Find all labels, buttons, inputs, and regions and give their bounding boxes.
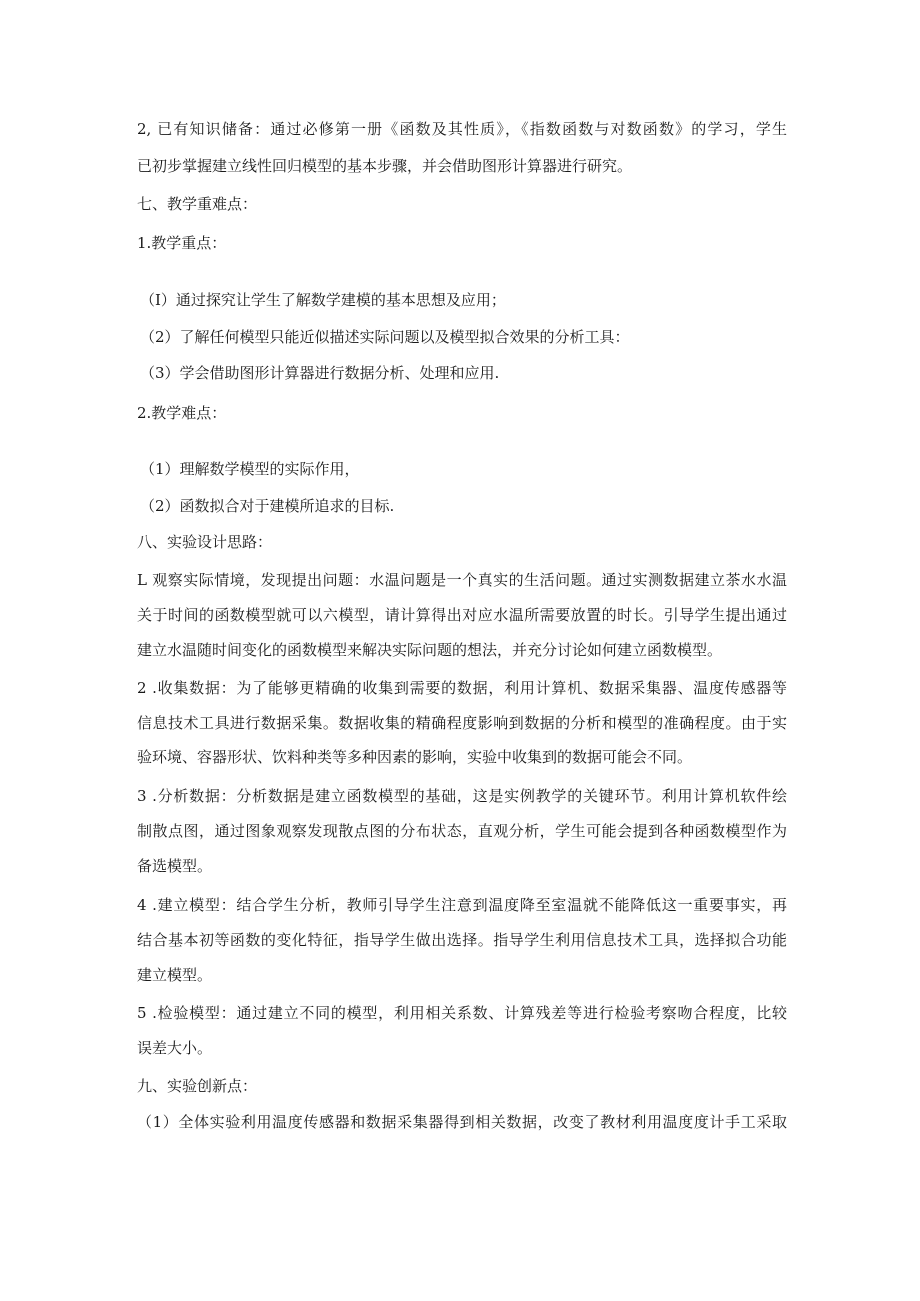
paragraph-step1-line-3: 建立水温随时间变化的函数模型来解决实际问题的想法，并充分讨论如何建立函数模型。 (137, 641, 723, 659)
section-heading-innovation: 九、实验创新点： (137, 1077, 258, 1095)
subheading-teaching-focus: 1.教学重点： (137, 234, 227, 252)
list-item-difficulty-1: （1）理解数学模型的实际作用， (140, 460, 360, 478)
section-heading-key-points: 七、教学重难点： (137, 195, 258, 213)
paragraph-step3-line-1: 3 .分析数据：分析数据是建立函数模型的基础，这是实例教学的关键环节。利用计算机软件绘 (137, 787, 787, 805)
paragraph-step5-line-1: 5 .检验模型：通过建立不同的模型，利用相关系数、计算残差等进行检验考察吻合程度，比较 (137, 1004, 787, 1022)
paragraph-step2-line-1: 2 .收集数据：为了能够更精确的收集到需要的数据，利用计算机、数据采集器、温度传感器等 (137, 679, 787, 697)
paragraph-step4-line-3: 建立模型。 (137, 966, 213, 984)
paragraph-knowledge-line-1: 2, 已有知识储备：通过必修第一册《函数及其性质》，《指数函数与对数函数》的学习，学生 (137, 120, 787, 138)
list-item-focus-1: （I）通过探究让学生了解数学建模的基本思想及应用； (140, 291, 506, 309)
list-item-focus-3: （3）学会借助图形计算器进行数据分析、处理和应用. (140, 364, 500, 382)
list-item-difficulty-2: （2）函数拟合对于建模所追求的目标. (140, 497, 395, 515)
paragraph-step1-line-1: L 观察实际情境，发现提出问题：水温问题是一个真实的生活问题。通过实测数据建立茶水水温 (137, 571, 787, 589)
list-item-focus-2: （2）了解任何模型只能近似描述实际问题以及模型拟合效果的分析工具： (140, 328, 630, 346)
subheading-teaching-difficulty: 2.教学难点： (137, 404, 227, 422)
section-heading-design: 八、实验设计思路： (137, 533, 273, 551)
paragraph-step1-line-2: 关于时间的函数模型就可以六模型，请计算得出对应水温所需要放置的时长。引导学生提出通过 (137, 606, 787, 624)
paragraph-step5-line-2: 误差大小。 (137, 1039, 213, 1057)
list-item-innovation-1: （1）全体实验利用温度传感器和数据采集器得到相关数据，改变了教材利用温度度计手工采取 (137, 1113, 787, 1131)
paragraph-knowledge-line-2: 已初步掌握建立线性回归模型的基本步骤，并会借助图形计算器进行研究。 (137, 157, 633, 175)
paragraph-step4-line-2: 结合基本初等函数的变化特征，指导学生做出选择。指导学生利用信息技术工具，选择拟合功能 (137, 931, 787, 949)
paragraph-step4-line-1: 4 .建立模型：结合学生分析，教师引导学生注意到温度降至室温就不能降低这一重要事实，再 (137, 896, 787, 914)
paragraph-step2-line-2: 信息技术工具进行数据采集。数据收集的精确程度影响到数据的分析和模型的准确程度。由于实 (137, 714, 787, 732)
paragraph-step2-line-3: 验环境、容器形状、饮料种类等多种因素的影响，实验中收集到的数据可能会不同。 (137, 748, 693, 766)
paragraph-step3-line-2: 制散点图，通过图象观察发现散点图的分布状态，直观分析，学生可能会提到各种函数模型作为 (137, 822, 787, 840)
paragraph-step3-line-3: 备选模型。 (137, 857, 213, 875)
